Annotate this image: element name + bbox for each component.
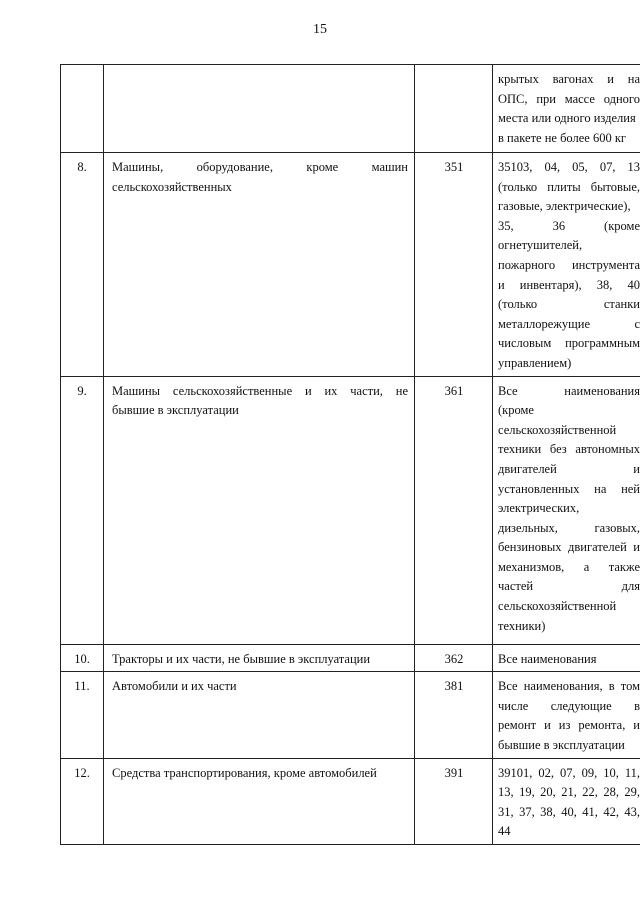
item-note-line: числовым программным <box>498 336 640 351</box>
item-name-line: бывшие в эксплуатации <box>112 403 239 418</box>
item-note-line: в пакете не более 600 кг <box>498 130 627 145</box>
item-note-line: 39101, 02, 07, 09, 10, 11, <box>498 765 640 780</box>
item-note-line: техники) <box>498 618 546 633</box>
item-note-line: 35103, 04, 05, 07, 13 <box>498 160 640 174</box>
item-note <box>493 65 640 153</box>
item-note-line: (только плиты бытовые, <box>498 179 640 194</box>
row-number: 10. <box>61 644 104 672</box>
item-name <box>104 644 415 672</box>
page-number: 15 <box>313 22 327 37</box>
item-note-line: числе следующие в <box>498 698 640 713</box>
item-note-line: и инвентаря), 38, 40 <box>498 277 640 292</box>
item-note-line: огнетушителей, <box>498 238 583 253</box>
item-code: 362 <box>415 644 493 672</box>
item-note-line: места или одного изделия <box>498 111 636 126</box>
item-code: 381 <box>415 672 493 758</box>
item-code <box>415 65 493 153</box>
item-note-line: 13, 19, 20, 21, 22, 28, 29, <box>498 785 640 800</box>
row-number: 8. <box>61 153 104 377</box>
item-note-line: 35, 36 (кроме <box>498 218 640 233</box>
item-name-line: Машины, оборудование, кроме машин <box>112 160 408 174</box>
item-note-line: управлением) <box>498 355 572 370</box>
item-note-line: газовые, электрические), <box>498 199 631 214</box>
item-note-line: металлорежущие с <box>498 316 640 331</box>
item-note-line: двигателей и <box>498 461 640 476</box>
item-note-line: 31, 37, 38, 40, 41, 42, 43, <box>498 804 640 819</box>
item-name <box>104 376 415 644</box>
item-note-line: крытых вагонах и на <box>498 72 640 86</box>
item-note <box>493 672 640 758</box>
item-name-line: Тракторы и их части, не бывшие в эксплуатации <box>112 651 371 666</box>
item-name-line: сельскохозяйственных <box>112 179 232 194</box>
item-note-line: Все наименования <box>498 651 597 666</box>
item-name-line: Автомобили и их части <box>112 679 237 694</box>
item-note-line: установленных на ней <box>498 481 640 496</box>
item-note <box>493 376 640 644</box>
item-note <box>493 758 640 844</box>
table-row <box>61 153 640 377</box>
item-note-line: Все наименования, в том <box>498 679 640 694</box>
table-row <box>61 65 640 153</box>
table-body <box>61 65 640 845</box>
item-note-line: частей для <box>498 579 640 594</box>
item-code: 391 <box>415 758 493 844</box>
item-name <box>104 758 415 844</box>
item-note <box>493 644 640 672</box>
item-code: 361 <box>415 376 493 644</box>
item-name <box>104 65 415 153</box>
item-note-line: механизмов, а также <box>498 559 640 574</box>
table-row <box>61 376 640 644</box>
item-name <box>104 153 415 377</box>
item-note-line: Все наименования <box>498 383 640 398</box>
item-note-line: ОПС, при массе одного <box>498 91 640 106</box>
item-note-line: бензиновых двигателей и <box>498 540 640 555</box>
item-note-line: бывшие в эксплуатации <box>498 737 625 752</box>
item-note-line: 44 <box>498 824 511 839</box>
row-number: 11. <box>61 672 104 758</box>
row-number: 12. <box>61 758 104 844</box>
item-note-line: ремонт и из ремонта, и <box>498 718 640 733</box>
item-note-line: электрических, <box>498 501 580 516</box>
table-row <box>61 758 640 844</box>
item-note-line: дизельных, газовых, <box>498 520 640 535</box>
table-row <box>61 644 640 672</box>
item-note-line: сельскохозяйственной <box>498 422 617 437</box>
item-note-line: сельскохозяйственной <box>498 599 617 614</box>
item-code: 351 <box>415 153 493 377</box>
item-note-line: (кроме <box>498 403 534 418</box>
item-name-line: Машины сельскохозяйственные и их части, не <box>112 383 408 398</box>
table-row <box>61 672 640 758</box>
item-note-line: (только станки <box>498 297 640 312</box>
item-note-line: техники без автономных <box>498 442 640 457</box>
item-note-line: пожарного инструмента <box>498 257 640 272</box>
item-name <box>104 672 415 758</box>
row-number: 9. <box>61 376 104 644</box>
goods-table <box>60 64 640 845</box>
item-note <box>493 153 640 377</box>
item-name-line: Средства транспортирования, кроме автомобилей <box>112 765 377 780</box>
row-number <box>61 65 104 153</box>
